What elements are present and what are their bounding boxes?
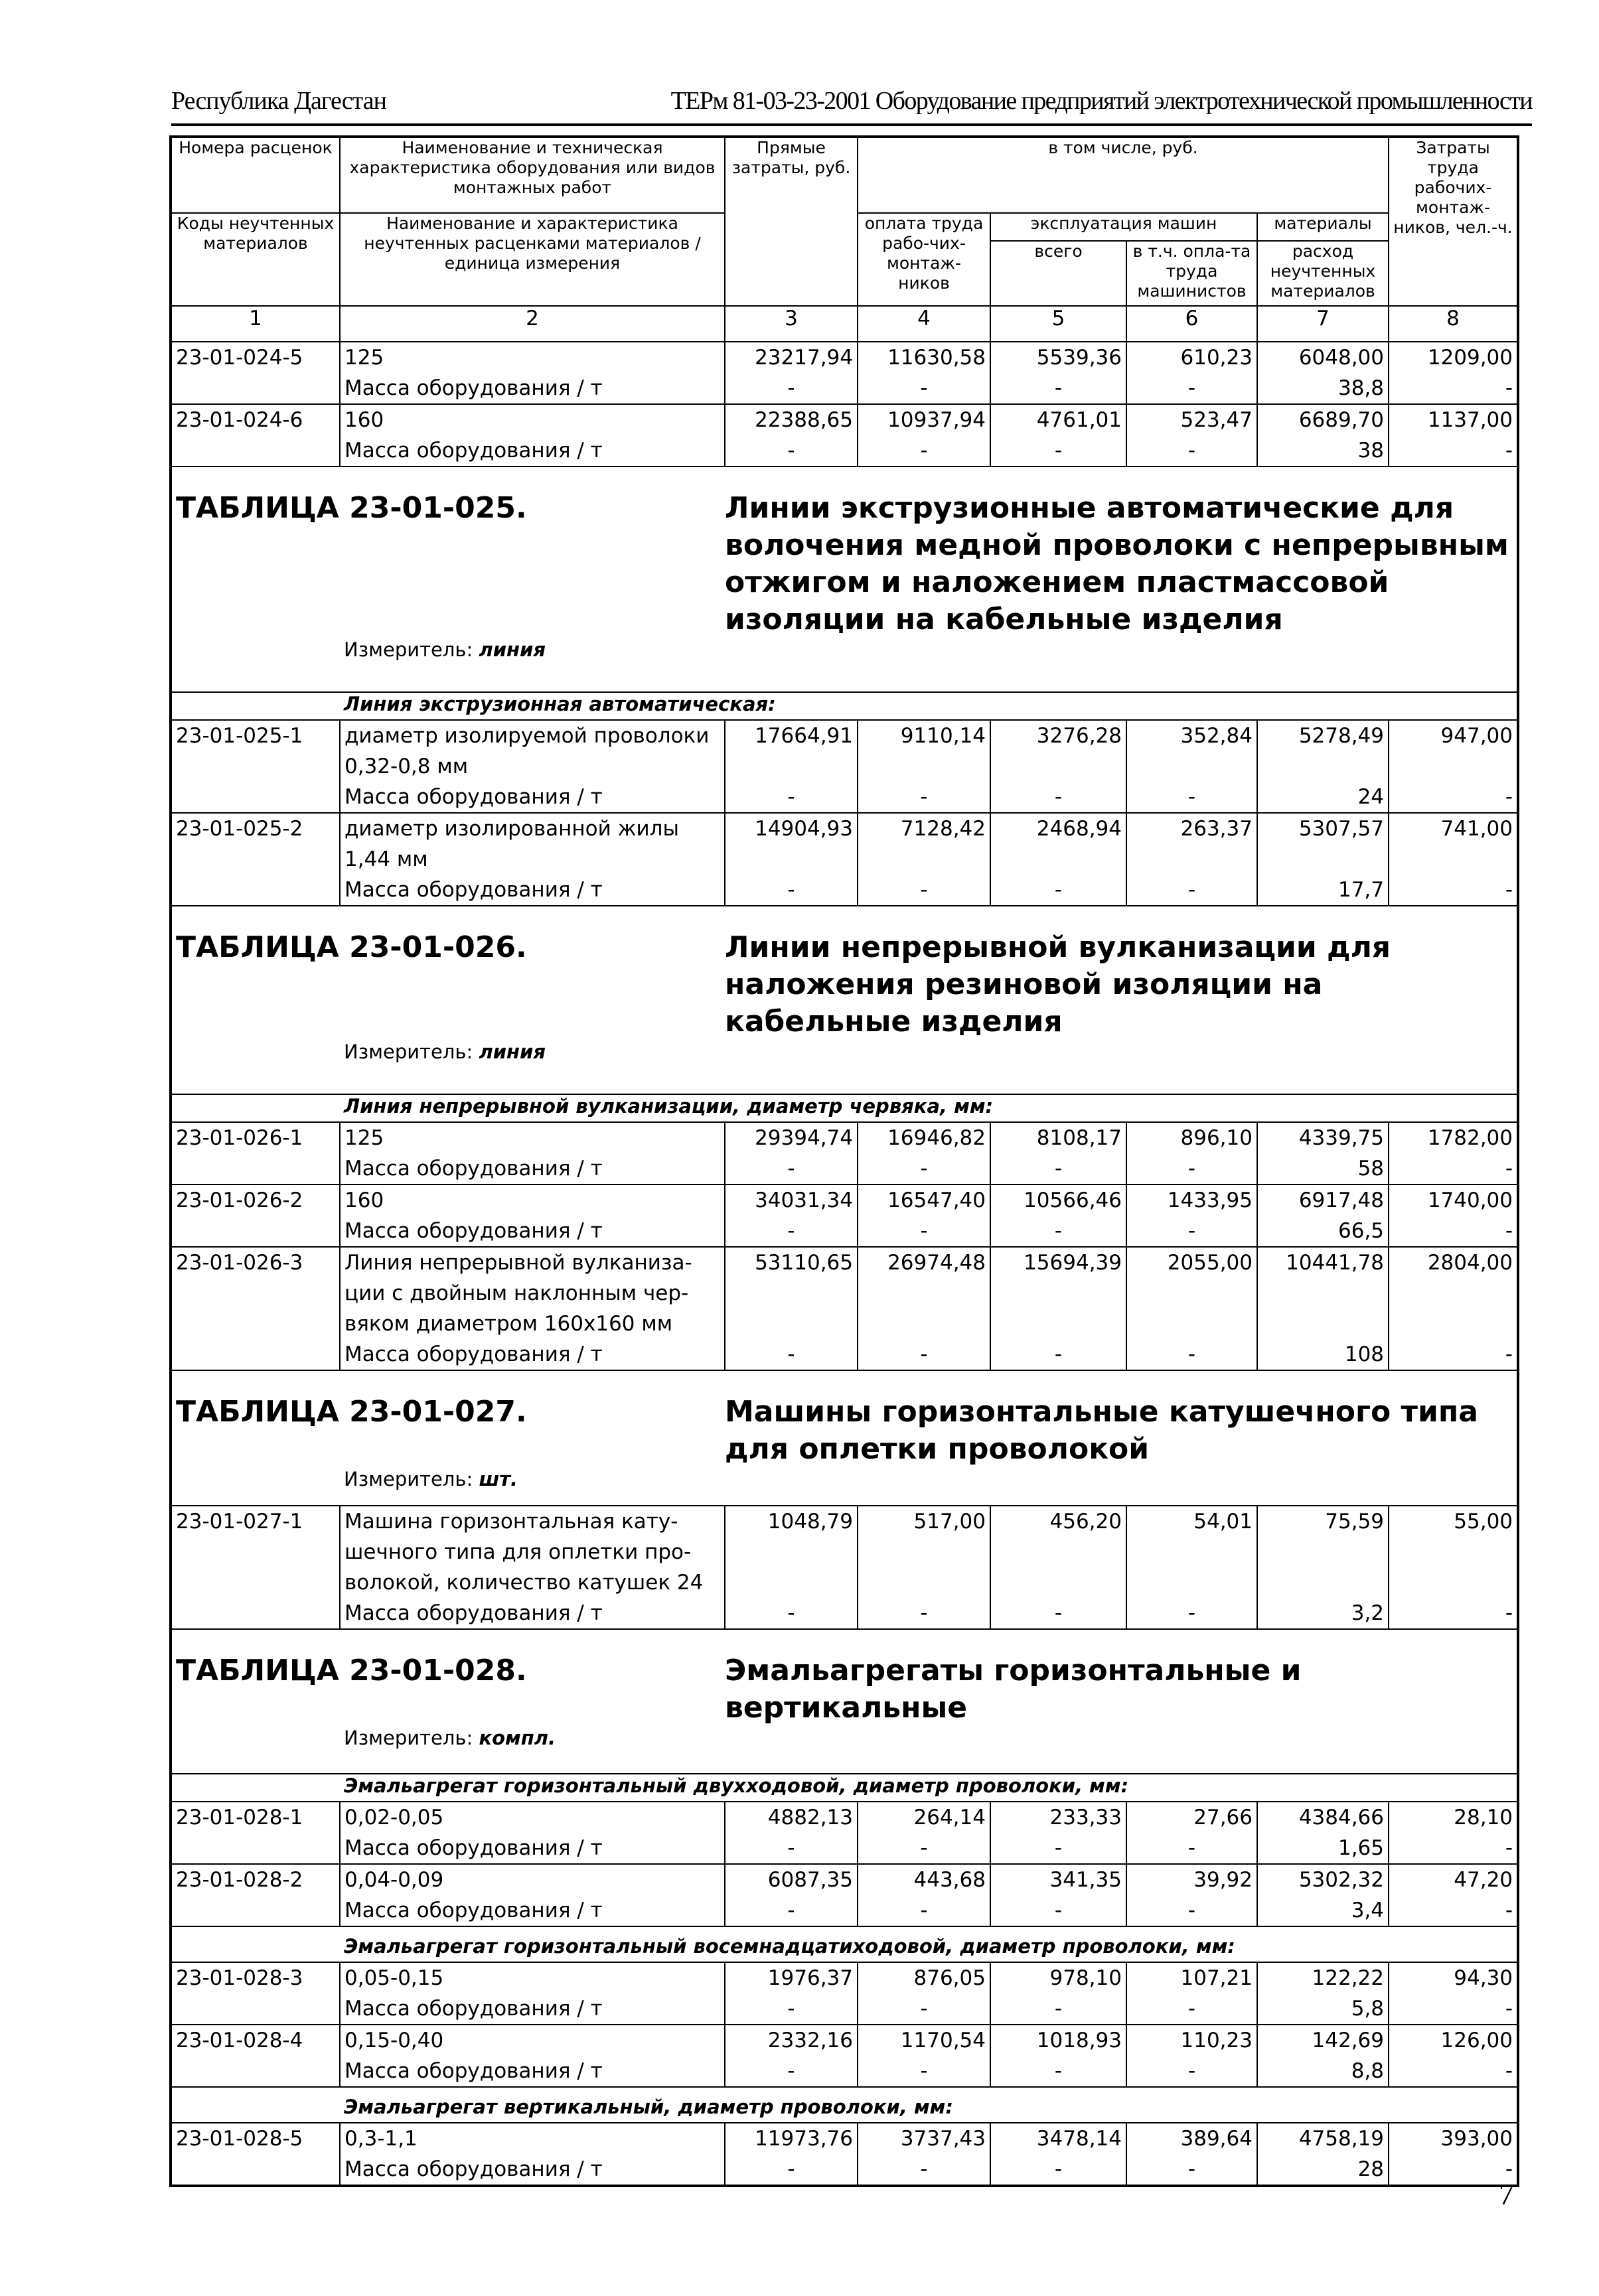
table-row [171, 404, 1518, 435]
dash: - [1126, 2056, 1257, 2087]
header-name-characteristics: Наименование и техническая характеристика оборудования или видов монтажных работ [340, 137, 725, 213]
dash: - [1505, 2059, 1513, 2083]
mass-label: Масса оборудования / т [340, 1833, 725, 1864]
dash: - [858, 1598, 990, 1629]
column-number: 8 [1389, 306, 1518, 342]
dash: - [1505, 439, 1513, 463]
unit-label: Измеритель: [344, 1468, 473, 1490]
rate-name-cont: шечного типа для оплетки про- [344, 1540, 692, 1564]
dash: - [1505, 1157, 1513, 1181]
dash: - [725, 1339, 858, 1370]
table-title-026 [171, 929, 1518, 1040]
rate-name: диаметр изолированной жилы [344, 817, 679, 841]
dash: - [858, 1833, 990, 1864]
mass-label: Масса оборудования / т [340, 1895, 725, 1926]
direct-costs: 11973,76 [725, 2123, 858, 2154]
column-number: 3 [725, 306, 858, 342]
direct-costs: 1048,79 [725, 1506, 858, 1598]
unit-label: Измеритель: [344, 1727, 473, 1749]
materials: 122,22 [1257, 1962, 1389, 1993]
header-including: в том числе, руб. [858, 137, 1389, 213]
mass-label: Масса оборудования / т [340, 1339, 725, 1370]
dash: - [1505, 785, 1513, 809]
direct-costs: 14904,93 [725, 813, 858, 875]
dash: - [1505, 1219, 1513, 1243]
worker-wages: 16547,40 [858, 1184, 990, 1216]
dash: - [990, 373, 1126, 404]
table-title-028 [171, 1652, 1518, 1727]
dash: - [1505, 2157, 1513, 2181]
worker-wages: 3737,43 [858, 2123, 990, 2154]
materials: 6048,00 [1257, 342, 1389, 373]
labor-hours: 741,00 [1389, 813, 1518, 875]
machines-total: 4761,01 [990, 404, 1126, 435]
dash: - [858, 782, 990, 813]
direct-costs: 53110,65 [725, 1247, 858, 1339]
machinists-wages: 1433,95 [1126, 1184, 1257, 1216]
table-title: Линии экструзионные автоматические для волочения медной проволоки с непрерывным отжигом и наложением пластмассовой изоляции на кабельные изделия [725, 491, 1509, 636]
dash: - [725, 1895, 858, 1926]
materials: 10441,78 [1257, 1247, 1389, 1339]
dash: - [725, 1598, 858, 1629]
mass-row [171, 2056, 1518, 2087]
dash: - [1126, 1153, 1257, 1184]
dash: - [1126, 2154, 1257, 2186]
dash: - [990, 1339, 1126, 1370]
machines-total: 10566,46 [990, 1184, 1126, 1216]
column-number: 2 [340, 306, 725, 342]
direct-costs: 6087,35 [725, 1864, 858, 1895]
unit-value: шт. [479, 1468, 518, 1490]
rate-code: 23-01-028-5 [171, 2123, 340, 2186]
mass-value: 8,8 [1257, 2056, 1389, 2087]
materials: 75,59 [1257, 1506, 1389, 1598]
mass-value: 3,2 [1257, 1598, 1389, 1629]
table-row [171, 2123, 1518, 2154]
rate-name: 0,02-0,05 [340, 1802, 725, 1833]
dash: - [1505, 878, 1513, 902]
table-number: ТАБЛИЦА 23-01-026. [176, 930, 527, 964]
rate-code: 23-01-025-1 [171, 720, 340, 813]
table-row [171, 1122, 1518, 1153]
mass-label: Масса оборудования / т [340, 2154, 725, 2186]
mass-label: Масса оборудования / т [340, 1216, 725, 1247]
table-row [171, 342, 1518, 373]
table-row [171, 2025, 1518, 2056]
dash: - [858, 1216, 990, 1247]
labor-hours: 1137,00 [1389, 404, 1518, 435]
header-region: Республика Дагестан [171, 87, 386, 115]
rate-name: Линия непрерывной вулканиза- [344, 1251, 692, 1275]
labor-hours: 1740,00 [1389, 1184, 1518, 1216]
machinists-wages: 523,47 [1126, 404, 1257, 435]
direct-costs: 17664,91 [725, 720, 858, 782]
mass-value: 58 [1257, 1153, 1389, 1184]
group-row [171, 1774, 1518, 1802]
mass-row [171, 782, 1518, 813]
column-number: 5 [990, 306, 1126, 342]
mass-row [171, 1833, 1518, 1864]
worker-wages: 264,14 [858, 1802, 990, 1833]
table-title: Линии непрерывной вулканизации для наложения резиновой изоляции на кабельные изделия [725, 930, 1391, 1039]
machinists-wages: 27,66 [1126, 1802, 1257, 1833]
dash: - [1126, 373, 1257, 404]
header-worker-wages: оплата труда рабо-чих-монтаж-ников [858, 213, 990, 306]
direct-costs: 2332,16 [725, 2025, 858, 2056]
header-direct-costs: Прямые затраты, руб. [725, 137, 858, 306]
column-number: 6 [1126, 306, 1257, 342]
mass-value: 28 [1257, 2154, 1389, 2186]
machinists-wages: 352,84 [1126, 720, 1257, 782]
rate-code: 23-01-028-1 [171, 1802, 340, 1864]
machinists-wages: 107,21 [1126, 1962, 1257, 1993]
mass-row [171, 1153, 1518, 1184]
column-number: 7 [1257, 306, 1389, 342]
machinists-wages: 389,64 [1126, 2123, 1257, 2154]
header-machines: эксплуатация машин [990, 213, 1257, 241]
dash: - [1126, 1833, 1257, 1864]
worker-wages: 11630,58 [858, 342, 990, 373]
machinists-wages: 610,23 [1126, 342, 1257, 373]
dash: - [725, 875, 858, 906]
table-title: Машины горизонтальные катушечного типа для оплетки проволокой [725, 1395, 1478, 1466]
rate-name: 0,3-1,1 [340, 2123, 725, 2154]
header-unaccounted-materials: расход неучтенных материалов [1257, 241, 1389, 306]
unit-label: Измеритель: [344, 638, 473, 661]
table-number: ТАБЛИЦА 23-01-027. [176, 1395, 527, 1429]
machines-total: 233,33 [990, 1802, 1126, 1833]
dash: - [725, 373, 858, 404]
materials: 4384,66 [1257, 1802, 1389, 1833]
rate-name: Машина горизонтальная кату- [344, 1510, 678, 1534]
mass-row [171, 1895, 1518, 1926]
mass-label: Масса оборудования / т [340, 1153, 725, 1184]
dash: - [1126, 782, 1257, 813]
labor-hours: 2804,00 [1389, 1247, 1518, 1339]
unit-row [171, 1040, 1518, 1078]
machinists-wages: 54,01 [1126, 1506, 1257, 1598]
mass-label: Масса оборудования / т [340, 1598, 725, 1629]
dash: - [1126, 1339, 1257, 1370]
materials: 4339,75 [1257, 1122, 1389, 1153]
dash: - [1126, 1598, 1257, 1629]
dash: - [725, 1216, 858, 1247]
rate-name-cont: волокой, количество катушек 24 [344, 1571, 704, 1595]
mass-value: 24 [1257, 782, 1389, 813]
dash: - [990, 782, 1126, 813]
header-material-names: Наименование и характеристика неучтенных расценками материалов / единица измерения [340, 213, 725, 306]
unit-label: Измеритель: [344, 1040, 473, 1063]
table-header-row-1 [171, 137, 1518, 213]
rate-name: диаметр изолируемой проволоки [344, 724, 710, 748]
page-header [171, 82, 1532, 126]
mass-value: 17,7 [1257, 875, 1389, 906]
dash: - [725, 1993, 858, 2025]
machines-total: 978,10 [990, 1962, 1126, 1993]
mass-row [171, 1598, 1518, 1629]
rate-code: 23-01-028-3 [171, 1962, 340, 2025]
machinists-wages: 39,92 [1126, 1864, 1257, 1895]
labor-hours: 1209,00 [1389, 342, 1518, 373]
mass-value: 1,65 [1257, 1833, 1389, 1864]
machinists-wages: 896,10 [1126, 1122, 1257, 1153]
dash: - [725, 2056, 858, 2087]
table-row [171, 720, 1518, 782]
rate-name: 0,05-0,15 [340, 1962, 725, 1993]
header-rates-numbers: Номера расценок [171, 137, 340, 213]
mass-value: 38 [1257, 435, 1389, 466]
column-number: 1 [171, 306, 340, 342]
dash: - [990, 1153, 1126, 1184]
dash: - [1505, 1342, 1513, 1366]
mass-label: Масса оборудования / т [340, 1993, 725, 2025]
dash: - [858, 1993, 990, 2025]
table-number: ТАБЛИЦА 23-01-025. [176, 491, 527, 525]
mass-label: Масса оборудования / т [340, 782, 725, 813]
dash: - [858, 1153, 990, 1184]
machines-total: 341,35 [990, 1864, 1126, 1895]
worker-wages: 9110,14 [858, 720, 990, 782]
mass-label: Масса оборудования / т [340, 2056, 725, 2087]
rate-name: 160 [340, 404, 725, 435]
dash: - [990, 435, 1126, 466]
materials: 5307,57 [1257, 813, 1389, 875]
table-row [171, 1247, 1518, 1339]
worker-wages: 876,05 [858, 1962, 990, 1993]
header-machines-total: всего [990, 241, 1126, 306]
machines-total: 8108,17 [990, 1122, 1126, 1153]
header-materials: материалы [1257, 213, 1389, 241]
group-row [171, 1935, 1518, 1962]
direct-costs: 34031,34 [725, 1184, 858, 1216]
dash: - [725, 435, 858, 466]
labor-hours: 1782,00 [1389, 1122, 1518, 1153]
mass-row [171, 2154, 1518, 2186]
mass-value: 66,5 [1257, 1216, 1389, 1247]
dash: - [990, 2056, 1126, 2087]
materials: 4758,19 [1257, 2123, 1389, 2154]
rate-name: 160 [340, 1184, 725, 1216]
unit-row [171, 1727, 1518, 1764]
labor-hours: 47,20 [1389, 1864, 1518, 1895]
group-row [171, 2096, 1518, 2123]
worker-wages: 7128,42 [858, 813, 990, 875]
group-row [171, 692, 1518, 720]
group-title: Эмальагрегат горизонтальный двухходовой, диаметр проволоки, мм: [340, 1774, 1518, 1802]
machines-total: 2468,94 [990, 813, 1126, 875]
dash: - [1505, 1836, 1513, 1860]
dash: - [858, 1895, 990, 1926]
dash: - [858, 373, 990, 404]
mass-value: 5,8 [1257, 1993, 1389, 2025]
dash: - [1126, 1216, 1257, 1247]
unit-value: линия [479, 638, 546, 661]
table-row [171, 1864, 1518, 1895]
rate-name-cont: вяком диаметром 160х160 мм [344, 1312, 673, 1336]
group-title: Линия экструзионная автоматическая: [340, 692, 1518, 720]
mass-row [171, 1993, 1518, 2025]
dash: - [1505, 1601, 1513, 1625]
table-title-027 [171, 1394, 1518, 1468]
dash: - [990, 1993, 1126, 2025]
direct-costs: 29394,74 [725, 1122, 858, 1153]
dash: - [725, 1833, 858, 1864]
materials: 6689,70 [1257, 404, 1389, 435]
price-table [169, 135, 1519, 2187]
rate-code: 23-01-026-1 [171, 1122, 340, 1184]
mass-label: Масса оборудования / т [340, 373, 725, 404]
machinists-wages: 110,23 [1126, 2025, 1257, 2056]
machinists-wages: 2055,00 [1126, 1247, 1257, 1339]
dash: - [1126, 875, 1257, 906]
header-machinists-wages: в т.ч. опла-та труда машинистов [1126, 241, 1257, 306]
dash: - [990, 875, 1126, 906]
rate-name-cont: ции с двойным наклонным чер- [344, 1281, 689, 1305]
table-title: Эмальагрегаты горизонтальные и вертикальные [725, 1654, 1302, 1725]
mass-row [171, 373, 1518, 404]
dash: - [1126, 1993, 1257, 2025]
group-row [171, 1094, 1518, 1122]
mass-row [171, 435, 1518, 466]
dash: - [858, 1339, 990, 1370]
labor-hours: 28,10 [1389, 1802, 1518, 1833]
materials: 5302,32 [1257, 1864, 1389, 1895]
mass-value: 38,8 [1257, 373, 1389, 404]
machines-total: 3276,28 [990, 720, 1126, 782]
group-title: Линия непрерывной вулканизации, диаметр червяка, мм: [340, 1094, 1518, 1122]
dash: - [858, 2154, 990, 2186]
dash: - [990, 1598, 1126, 1629]
machines-total: 5539,36 [990, 342, 1126, 373]
mass-row [171, 875, 1518, 906]
rate-code: 23-01-025-2 [171, 813, 340, 906]
worker-wages: 1170,54 [858, 2025, 990, 2056]
labor-hours: 393,00 [1389, 2123, 1518, 2154]
unit-row [171, 1468, 1518, 1506]
page-number: 7 [1499, 2177, 1514, 2211]
rate-name: 0,04-0,09 [340, 1864, 725, 1895]
worker-wages: 10937,94 [858, 404, 990, 435]
labor-hours: 55,00 [1389, 1506, 1518, 1598]
table-title-025 [171, 490, 1518, 638]
mass-value: 108 [1257, 1339, 1389, 1370]
mass-row [171, 1339, 1518, 1370]
worker-wages: 16946,82 [858, 1122, 990, 1153]
direct-costs: 22388,65 [725, 404, 858, 435]
direct-costs: 23217,94 [725, 342, 858, 373]
unit-value: компл. [479, 1727, 556, 1749]
mass-label: Масса оборудования / т [340, 435, 725, 466]
column-numbers-row [171, 306, 1518, 342]
dash: - [990, 2154, 1126, 2186]
rate-code: 23-01-028-2 [171, 1864, 340, 1926]
worker-wages: 517,00 [858, 1506, 990, 1598]
worker-wages: 26974,48 [858, 1247, 990, 1339]
table-row [171, 813, 1518, 875]
unit-value: линия [479, 1040, 546, 1063]
dash: - [858, 875, 990, 906]
mass-value: 3,4 [1257, 1895, 1389, 1926]
materials: 6917,48 [1257, 1184, 1389, 1216]
dash: - [990, 1216, 1126, 1247]
machines-total: 456,20 [990, 1506, 1126, 1598]
rate-name-cont: 0,32-0,8 мм [344, 754, 469, 778]
table-row [171, 1506, 1518, 1598]
mass-label: Масса оборудования / т [340, 875, 725, 906]
dash: - [858, 2056, 990, 2087]
machines-total: 3478,14 [990, 2123, 1126, 2154]
worker-wages: 443,68 [858, 1864, 990, 1895]
dash: - [858, 435, 990, 466]
column-number: 4 [858, 306, 990, 342]
direct-costs: 4882,13 [725, 1802, 858, 1833]
rate-name: 0,15-0,40 [340, 2025, 725, 2056]
rate-code: 23-01-026-3 [171, 1247, 340, 1370]
table-row [171, 1802, 1518, 1833]
dash: - [1505, 376, 1513, 400]
machines-total: 15694,39 [990, 1247, 1126, 1339]
materials: 142,69 [1257, 2025, 1389, 2056]
dash: - [1126, 1895, 1257, 1926]
rate-name: 125 [340, 1122, 725, 1153]
rate-name-cont: 1,44 мм [344, 847, 428, 871]
dash: - [1505, 1997, 1513, 2021]
dash: - [1126, 435, 1257, 466]
dash: - [725, 1153, 858, 1184]
table-number: ТАБЛИЦА 23-01-028. [176, 1654, 527, 1687]
labor-hours: 94,30 [1389, 1962, 1518, 1993]
dash: - [725, 2154, 858, 2186]
rate-code: 23-01-024-6 [171, 404, 340, 466]
group-title: Эмальагрегат вертикальный, диаметр проволоки, мм: [344, 2096, 953, 2118]
labor-hours: 947,00 [1389, 720, 1518, 782]
table-row [171, 1184, 1518, 1216]
labor-hours: 126,00 [1389, 2025, 1518, 2056]
dash: - [990, 1833, 1126, 1864]
dash: - [990, 1895, 1126, 1926]
rate-code: 23-01-027-1 [171, 1506, 340, 1629]
header-document-title: ТЕРм 81-03-23-2001 Оборудование предприятий электротехнической промышленности [670, 87, 1532, 115]
rate-code: 23-01-028-4 [171, 2025, 340, 2087]
table-row [171, 1962, 1518, 1993]
group-title: Эмальагрегат горизонтальный восемнадцатиходовой, диаметр проволоки, мм: [344, 1935, 1235, 1958]
rate-code: 23-01-024-5 [171, 342, 340, 404]
dash: - [725, 782, 858, 813]
unit-row [171, 638, 1518, 676]
rate-name: 125 [340, 342, 725, 373]
direct-costs: 1976,37 [725, 1962, 858, 1993]
materials: 5278,49 [1257, 720, 1389, 782]
machines-total: 1018,93 [990, 2025, 1126, 2056]
header-labor-costs: Затраты труда рабочих-монтаж-ников, чел.-ч. [1393, 138, 1513, 237]
machinists-wages: 263,37 [1126, 813, 1257, 875]
header-material-codes: Коды неучтенных материалов [171, 213, 340, 306]
mass-row [171, 1216, 1518, 1247]
rate-code: 23-01-026-2 [171, 1184, 340, 1247]
dash: - [1505, 1899, 1513, 1922]
